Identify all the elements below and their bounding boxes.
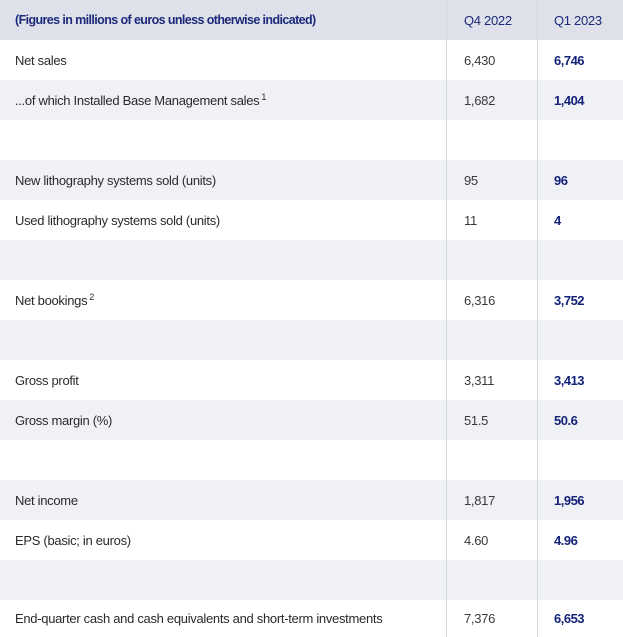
cell-q1-2023 [537,240,623,280]
cell-q4-2022 [446,40,537,80]
header-label: (Figures in millions of euros unless otherwise indicated) [15,13,316,27]
value-q1-2023: 1,404 [554,92,585,108]
table-row [0,400,623,440]
cell-q4-2022 [446,480,537,520]
value-q1-2023: 3,752 [554,292,585,308]
row-label-text: Used lithography systems sold (units) [15,212,220,228]
row-label [0,400,446,440]
cell-q4-2022 [446,280,537,320]
table-row [0,440,623,480]
row-label-text: Net bookings [15,292,88,308]
table-row [0,40,623,80]
value-q4-2022: 6,316 [464,292,496,308]
value-q1-2023: 1,956 [554,492,585,508]
value-q1-2023: 4.96 [554,532,578,548]
cell-q4-2022 [446,200,537,240]
cell-q1-2023 [537,520,623,560]
row-label [0,120,446,160]
table-row [0,520,623,560]
table-row [0,560,623,600]
value-q4-2022: 1,682 [464,92,496,108]
table-row [0,240,623,280]
cell-q4-2022 [446,160,537,200]
row-label [0,360,446,400]
value-q4-2022: 95 [464,172,478,188]
row-label-text: EPS (basic; in euros) [15,532,131,548]
row-label-text: Net income [15,492,78,508]
cell-q1-2023 [537,480,623,520]
value-q1-2023: 3,413 [554,372,585,388]
value-q1-2023: 50.6 [554,412,578,428]
table-header [0,0,623,40]
row-label [0,160,446,200]
row-label-text: Gross profit [15,372,79,388]
table-row [0,160,623,200]
table-row [0,200,623,240]
table-row [0,280,623,320]
value-q4-2022: 11 [464,212,477,228]
table-row [0,80,623,120]
row-label [0,600,446,637]
row-label [0,480,446,520]
value-q1-2023: 4 [554,212,561,228]
header-q4-2022: Q4 2022 [446,0,537,40]
value-q1-2023: 6,653 [554,611,585,626]
row-label [0,560,446,600]
row-label [0,440,446,480]
value-q4-2022: 4.60 [464,532,489,548]
cell-q1-2023 [537,360,623,400]
cell-q4-2022 [446,120,537,160]
cell-q4-2022 [446,440,537,480]
table-row [0,600,623,637]
row-label-text: ...of which Installed Base Management sales [15,92,260,108]
cell-q4-2022 [446,80,537,120]
row-label-text: End-quarter cash and cash equivalents and short-term investments [15,611,383,626]
cell-q4-2022 [446,240,537,280]
value-q4-2022: 51.5 [464,412,489,428]
value-q4-2022: 7,376 [464,611,496,626]
row-label [0,40,446,80]
value-q4-2022: 6,430 [464,52,496,68]
row-label-text: New lithography systems sold (units) [15,172,216,188]
table-body [0,40,623,637]
row-label-text: Net sales [15,52,67,68]
value-q4-2022: 3,311 [464,372,495,388]
cell-q4-2022 [446,520,537,560]
row-label [0,80,446,120]
value-q4-2022: 1,817 [464,492,496,508]
cell-q1-2023 [537,560,623,600]
cell-q4-2022 [446,560,537,600]
cell-q4-2022 [446,320,537,360]
row-label [0,200,446,240]
cell-q1-2023 [537,400,623,440]
cell-q1-2023 [537,440,623,480]
table-row [0,360,623,400]
cell-q1-2023 [537,320,623,360]
row-label [0,520,446,560]
row-label [0,240,446,280]
value-q1-2023: 96 [554,172,568,188]
cell-q1-2023 [537,80,623,120]
cell-q1-2023 [537,600,623,637]
cell-q4-2022 [446,400,537,440]
footnote-marker: 1 [261,92,267,102]
header-q1-2023: Q1 2023 [537,0,623,40]
cell-q1-2023 [537,200,623,240]
cell-q4-2022 [446,600,537,637]
row-label [0,320,446,360]
value-q1-2023: 6,746 [554,52,585,68]
cell-q4-2022 [446,360,537,400]
row-label [0,280,446,320]
table-row [0,480,623,520]
row-label-text: Gross margin (%) [15,412,113,428]
footnote-marker: 2 [89,292,94,302]
cell-q1-2023 [537,160,623,200]
table-row [0,320,623,360]
table-row [0,120,623,160]
cell-q1-2023 [537,280,623,320]
cell-q1-2023 [537,40,623,80]
cell-q1-2023 [537,120,623,160]
